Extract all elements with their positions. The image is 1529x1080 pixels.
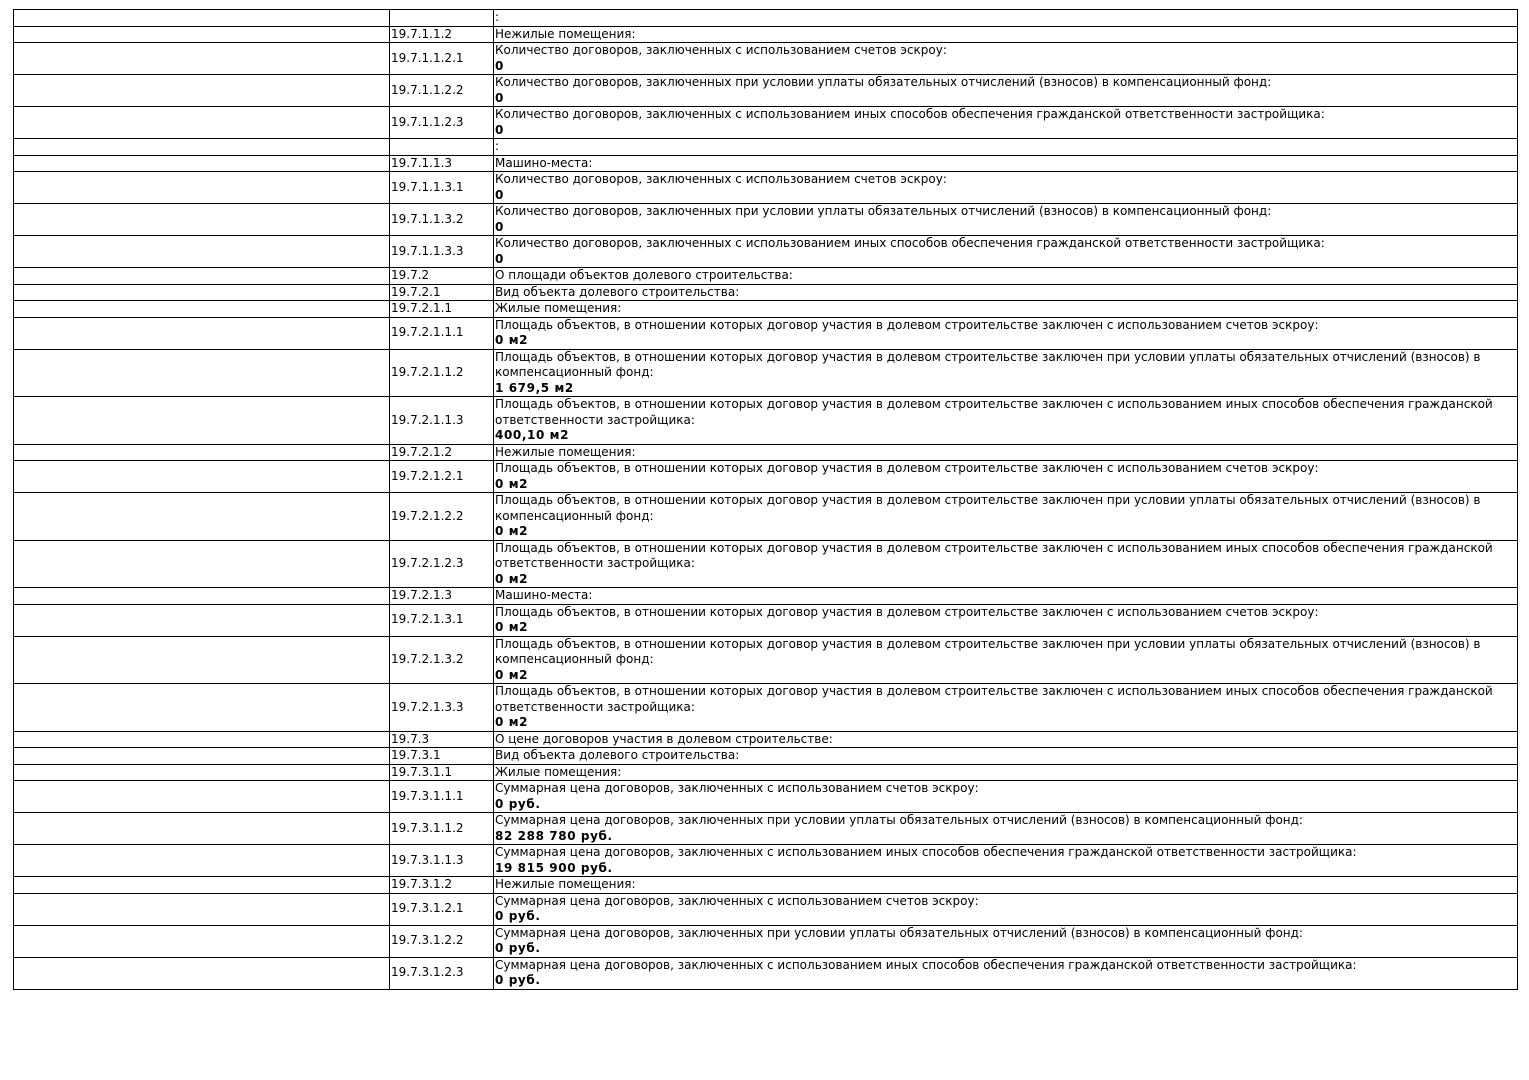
label-cell-empty	[14, 397, 390, 445]
item-value: 0	[495, 219, 504, 234]
item-value: 0 руб.	[495, 909, 541, 923]
item-content	[494, 26, 1518, 43]
item-code: 19.7.2.1.1.1	[390, 317, 494, 349]
label-cell-empty	[14, 845, 390, 877]
item-code: 19.7.2.1.2.2	[390, 493, 494, 541]
label-cell-empty	[14, 540, 390, 588]
item-code: 19.7.3.1	[390, 748, 494, 765]
item-description: Суммарная цена договоров, заключенных с использованием счетов эскроу:	[495, 781, 979, 795]
item-description: Вид объекта долевого строительства:	[495, 284, 740, 299]
label-cell-empty	[14, 301, 390, 318]
label-cell-empty	[14, 43, 390, 75]
item-content	[494, 493, 1518, 541]
label-cell-empty	[14, 684, 390, 732]
item-value: 0	[495, 122, 504, 137]
item-code: 19.7.3.1.2.2	[390, 925, 494, 957]
item-content	[494, 349, 1518, 397]
item-code: 19.7.3.1.2	[390, 877, 494, 894]
item-description: Количество договоров, заключенных при условии уплаты обязательных отчислений (взносов) в компенсационный фонд:	[495, 75, 1272, 89]
label-cell-empty	[14, 731, 390, 748]
table-row	[14, 764, 1518, 781]
item-code	[390, 10, 494, 27]
item-content	[494, 781, 1518, 813]
table-row	[14, 893, 1518, 925]
item-code: 19.7.1.1.3	[390, 155, 494, 172]
item-content	[494, 925, 1518, 957]
item-code: 19.7.2.1	[390, 284, 494, 301]
item-content	[494, 268, 1518, 285]
item-code: 19.7.2.1.2.1	[390, 461, 494, 493]
label-cell-empty	[14, 877, 390, 894]
table-row	[14, 397, 1518, 445]
label-cell-empty	[14, 139, 390, 156]
item-value: 400,10 м2	[495, 428, 570, 442]
item-value: 0 м2	[495, 571, 529, 586]
table-row	[14, 204, 1518, 236]
label-cell-empty	[14, 636, 390, 684]
table-row	[14, 925, 1518, 957]
table-row	[14, 877, 1518, 894]
item-description: Площадь объектов, в отношении которых договор участия в долевом строительстве заключен с использованием иных способов обеспечения гражданской ответственности застройщика:	[495, 684, 1493, 714]
item-value: 0	[495, 90, 504, 105]
label-cell-empty	[14, 155, 390, 172]
item-value: 0	[495, 58, 504, 73]
item-description: Суммарная цена договоров, заключенных с использованием иных способов обеспечения гражданской ответственности застройщика:	[495, 957, 1357, 972]
item-value: 0 руб.	[495, 941, 541, 955]
item-value: 0 м2	[495, 524, 529, 538]
label-cell-empty	[14, 236, 390, 268]
item-value: 0 м2	[495, 476, 529, 491]
item-description: Площадь объектов, в отношении которых договор участия в долевом строительстве заключен с использованием счетов эскроу:	[495, 461, 1319, 475]
item-code: 19.7.1.1.3.2	[390, 204, 494, 236]
item-code: 19.7.2.1.3.3	[390, 684, 494, 732]
item-description: Площадь объектов, в отношении которых договор участия в долевом строительстве заключен с использованием иных способов обеспечения гражданской ответственности застройщика:	[495, 540, 1493, 570]
item-content	[494, 155, 1518, 172]
label-cell-empty	[14, 268, 390, 285]
item-content	[494, 604, 1518, 636]
table-row	[14, 10, 1518, 27]
table-row	[14, 236, 1518, 268]
item-code: 19.7.3.1.2.3	[390, 957, 494, 989]
item-content	[494, 636, 1518, 684]
item-description: Площадь объектов, в отношении которых договор участия в долевом строительстве заключен при условии уплаты обязательных отчислений (взносов) в компенсационный фонд:	[495, 493, 1481, 523]
item-description: :	[495, 10, 500, 24]
table-row	[14, 43, 1518, 75]
label-cell-empty	[14, 604, 390, 636]
label-cell-empty	[14, 349, 390, 397]
item-description: О площади объектов долевого строительства:	[495, 268, 793, 282]
item-content	[494, 317, 1518, 349]
table-row	[14, 349, 1518, 397]
item-description: Жилые помещения:	[495, 301, 622, 315]
table-row	[14, 604, 1518, 636]
item-content	[494, 684, 1518, 732]
table-row	[14, 26, 1518, 43]
item-value: 0 руб.	[495, 796, 541, 811]
item-content	[494, 236, 1518, 268]
label-cell-empty	[14, 75, 390, 107]
item-value: 0	[495, 251, 504, 266]
label-cell-empty	[14, 444, 390, 461]
table-row	[14, 317, 1518, 349]
label-cell-empty	[14, 317, 390, 349]
label-cell-empty	[14, 493, 390, 541]
label-cell-empty	[14, 172, 390, 204]
document-page	[13, 9, 1516, 990]
item-value: 0 м2	[495, 715, 529, 729]
label-cell-empty	[14, 764, 390, 781]
item-description: Площадь объектов, в отношении которых договор участия в долевом строительстве заключен с использованием счетов эскроу:	[495, 604, 1319, 619]
label-cell-empty	[14, 813, 390, 845]
table-row	[14, 845, 1518, 877]
label-cell-empty	[14, 284, 390, 301]
item-content	[494, 172, 1518, 204]
item-description: Площадь объектов, в отношении которых договор участия в долевом строительстве заключен при условии уплаты обязательных отчислений (взносов) в компенсационный фонд:	[495, 636, 1481, 666]
table-row	[14, 155, 1518, 172]
item-content	[494, 10, 1518, 27]
item-content	[494, 540, 1518, 588]
table-body	[14, 10, 1518, 990]
label-cell-empty	[14, 893, 390, 925]
table-row	[14, 493, 1518, 541]
item-value: 0	[495, 187, 504, 202]
item-description: Количество договоров, заключенных при условии уплаты обязательных отчислений (взносов) в компенсационный фонд:	[495, 204, 1272, 218]
item-content	[494, 204, 1518, 236]
item-description: Суммарная цена договоров, заключенных при условии уплаты обязательных отчислений (взносов) в компенсационный фонд:	[495, 813, 1303, 827]
item-code: 19.7.2.1.3	[390, 588, 494, 605]
item-content	[494, 588, 1518, 605]
label-cell-empty	[14, 925, 390, 957]
item-content	[494, 461, 1518, 493]
table-row	[14, 781, 1518, 813]
disclosure-table	[13, 9, 1518, 990]
label-cell-empty	[14, 204, 390, 236]
item-description: Жилые помещения:	[495, 764, 622, 779]
item-code: 19.7.2.1.1.3	[390, 397, 494, 445]
label-cell-empty	[14, 107, 390, 139]
item-description: Машино-места:	[495, 155, 593, 170]
item-content	[494, 301, 1518, 318]
item-code	[390, 139, 494, 156]
item-description: Площадь объектов, в отношении которых договор участия в долевом строительстве заключен с использованием иных способов обеспечения гражданской ответственности застройщика:	[495, 397, 1493, 427]
item-code: 19.7.2.1.2	[390, 444, 494, 461]
item-content	[494, 813, 1518, 845]
item-code: 19.7.3.1.2.1	[390, 893, 494, 925]
item-code: 19.7.1.1.2	[390, 26, 494, 43]
table-row	[14, 172, 1518, 204]
table-row	[14, 748, 1518, 765]
item-value: 19 815 900 руб.	[495, 860, 613, 875]
table-row	[14, 301, 1518, 318]
label-cell-empty	[14, 10, 390, 27]
item-content	[494, 444, 1518, 461]
table-row	[14, 461, 1518, 493]
table-row	[14, 284, 1518, 301]
table-row	[14, 540, 1518, 588]
item-description: Вид объекта долевого строительства:	[495, 748, 740, 762]
item-content	[494, 284, 1518, 301]
item-code: 19.7.2.1.1.2	[390, 349, 494, 397]
item-content	[494, 75, 1518, 107]
item-content	[494, 731, 1518, 748]
table-row	[14, 731, 1518, 748]
item-code: 19.7.3.1.1.3	[390, 845, 494, 877]
item-description: Площадь объектов, в отношении которых договор участия в долевом строительстве заключен с использованием счетов эскроу:	[495, 317, 1319, 332]
item-content	[494, 139, 1518, 156]
table-row	[14, 957, 1518, 989]
item-code: 19.7.3.1.1.2	[390, 813, 494, 845]
label-cell-empty	[14, 588, 390, 605]
table-row	[14, 139, 1518, 156]
item-content	[494, 43, 1518, 75]
item-code: 19.7.1.1.2.2	[390, 75, 494, 107]
item-description: Суммарная цена договоров, заключенных при условии уплаты обязательных отчислений (взносов) в компенсационный фонд:	[495, 925, 1303, 940]
label-cell-empty	[14, 26, 390, 43]
table-row	[14, 684, 1518, 732]
item-code: 19.7.2.1.1	[390, 301, 494, 318]
item-code: 19.7.2	[390, 268, 494, 285]
item-code: 19.7.2.1.2.3	[390, 540, 494, 588]
item-description: О цене договоров участия в долевом строительстве:	[495, 731, 833, 746]
item-content	[494, 748, 1518, 765]
item-description: Суммарная цена договоров, заключенных с использованием счетов эскроу:	[495, 893, 979, 908]
table-row	[14, 268, 1518, 285]
item-description: Количество договоров, заключенных с использованием иных способов обеспечения гражданской ответственности застройщика:	[495, 107, 1325, 121]
item-description: Нежилые помещения:	[495, 877, 636, 891]
label-cell-empty	[14, 748, 390, 765]
item-description: Суммарная цена договоров, заключенных с использованием иных способов обеспечения гражданской ответственности застройщика:	[495, 845, 1357, 859]
item-content	[494, 107, 1518, 139]
item-description: Количество договоров, заключенных с использованием счетов эскроу:	[495, 43, 947, 57]
item-content	[494, 845, 1518, 877]
table-row	[14, 75, 1518, 107]
item-code: 19.7.2.1.3.2	[390, 636, 494, 684]
item-content	[494, 957, 1518, 989]
item-code: 19.7.2.1.3.1	[390, 604, 494, 636]
item-content	[494, 397, 1518, 445]
item-code: 19.7.1.1.2.1	[390, 43, 494, 75]
item-value: 82 288 780 руб.	[495, 828, 613, 843]
item-description: Площадь объектов, в отношении которых договор участия в долевом строительстве заключен при условии уплаты обязательных отчислений (взносов) в компенсационный фонд:	[495, 349, 1481, 379]
item-content	[494, 893, 1518, 925]
item-value: 1 679,5 м2	[495, 380, 574, 395]
item-value: 0 м2	[495, 333, 529, 347]
item-content	[494, 877, 1518, 894]
item-code: 19.7.3.1.1	[390, 764, 494, 781]
item-description: Нежилые помещения:	[495, 444, 636, 459]
item-value: 0 руб.	[495, 973, 541, 987]
table-row	[14, 444, 1518, 461]
item-value: 0 м2	[495, 667, 529, 682]
table-row	[14, 588, 1518, 605]
item-description: Машино-места:	[495, 588, 593, 602]
item-value: 0 м2	[495, 620, 529, 634]
item-code: 19.7.1.1.3.3	[390, 236, 494, 268]
label-cell-empty	[14, 957, 390, 989]
item-description: Нежилые помещения:	[495, 26, 636, 41]
item-content	[494, 764, 1518, 781]
item-code: 19.7.3	[390, 731, 494, 748]
label-cell-empty	[14, 781, 390, 813]
item-code: 19.7.3.1.1.1	[390, 781, 494, 813]
item-code: 19.7.1.1.3.1	[390, 172, 494, 204]
item-code: 19.7.1.1.2.3	[390, 107, 494, 139]
item-description: Количество договоров, заключенных с использованием счетов эскроу:	[495, 172, 947, 186]
label-cell-empty	[14, 461, 390, 493]
item-description: :	[495, 139, 500, 153]
item-description: Количество договоров, заключенных с использованием иных способов обеспечения гражданской ответственности застройщика:	[495, 236, 1325, 250]
table-row	[14, 813, 1518, 845]
table-row	[14, 107, 1518, 139]
table-row	[14, 636, 1518, 684]
